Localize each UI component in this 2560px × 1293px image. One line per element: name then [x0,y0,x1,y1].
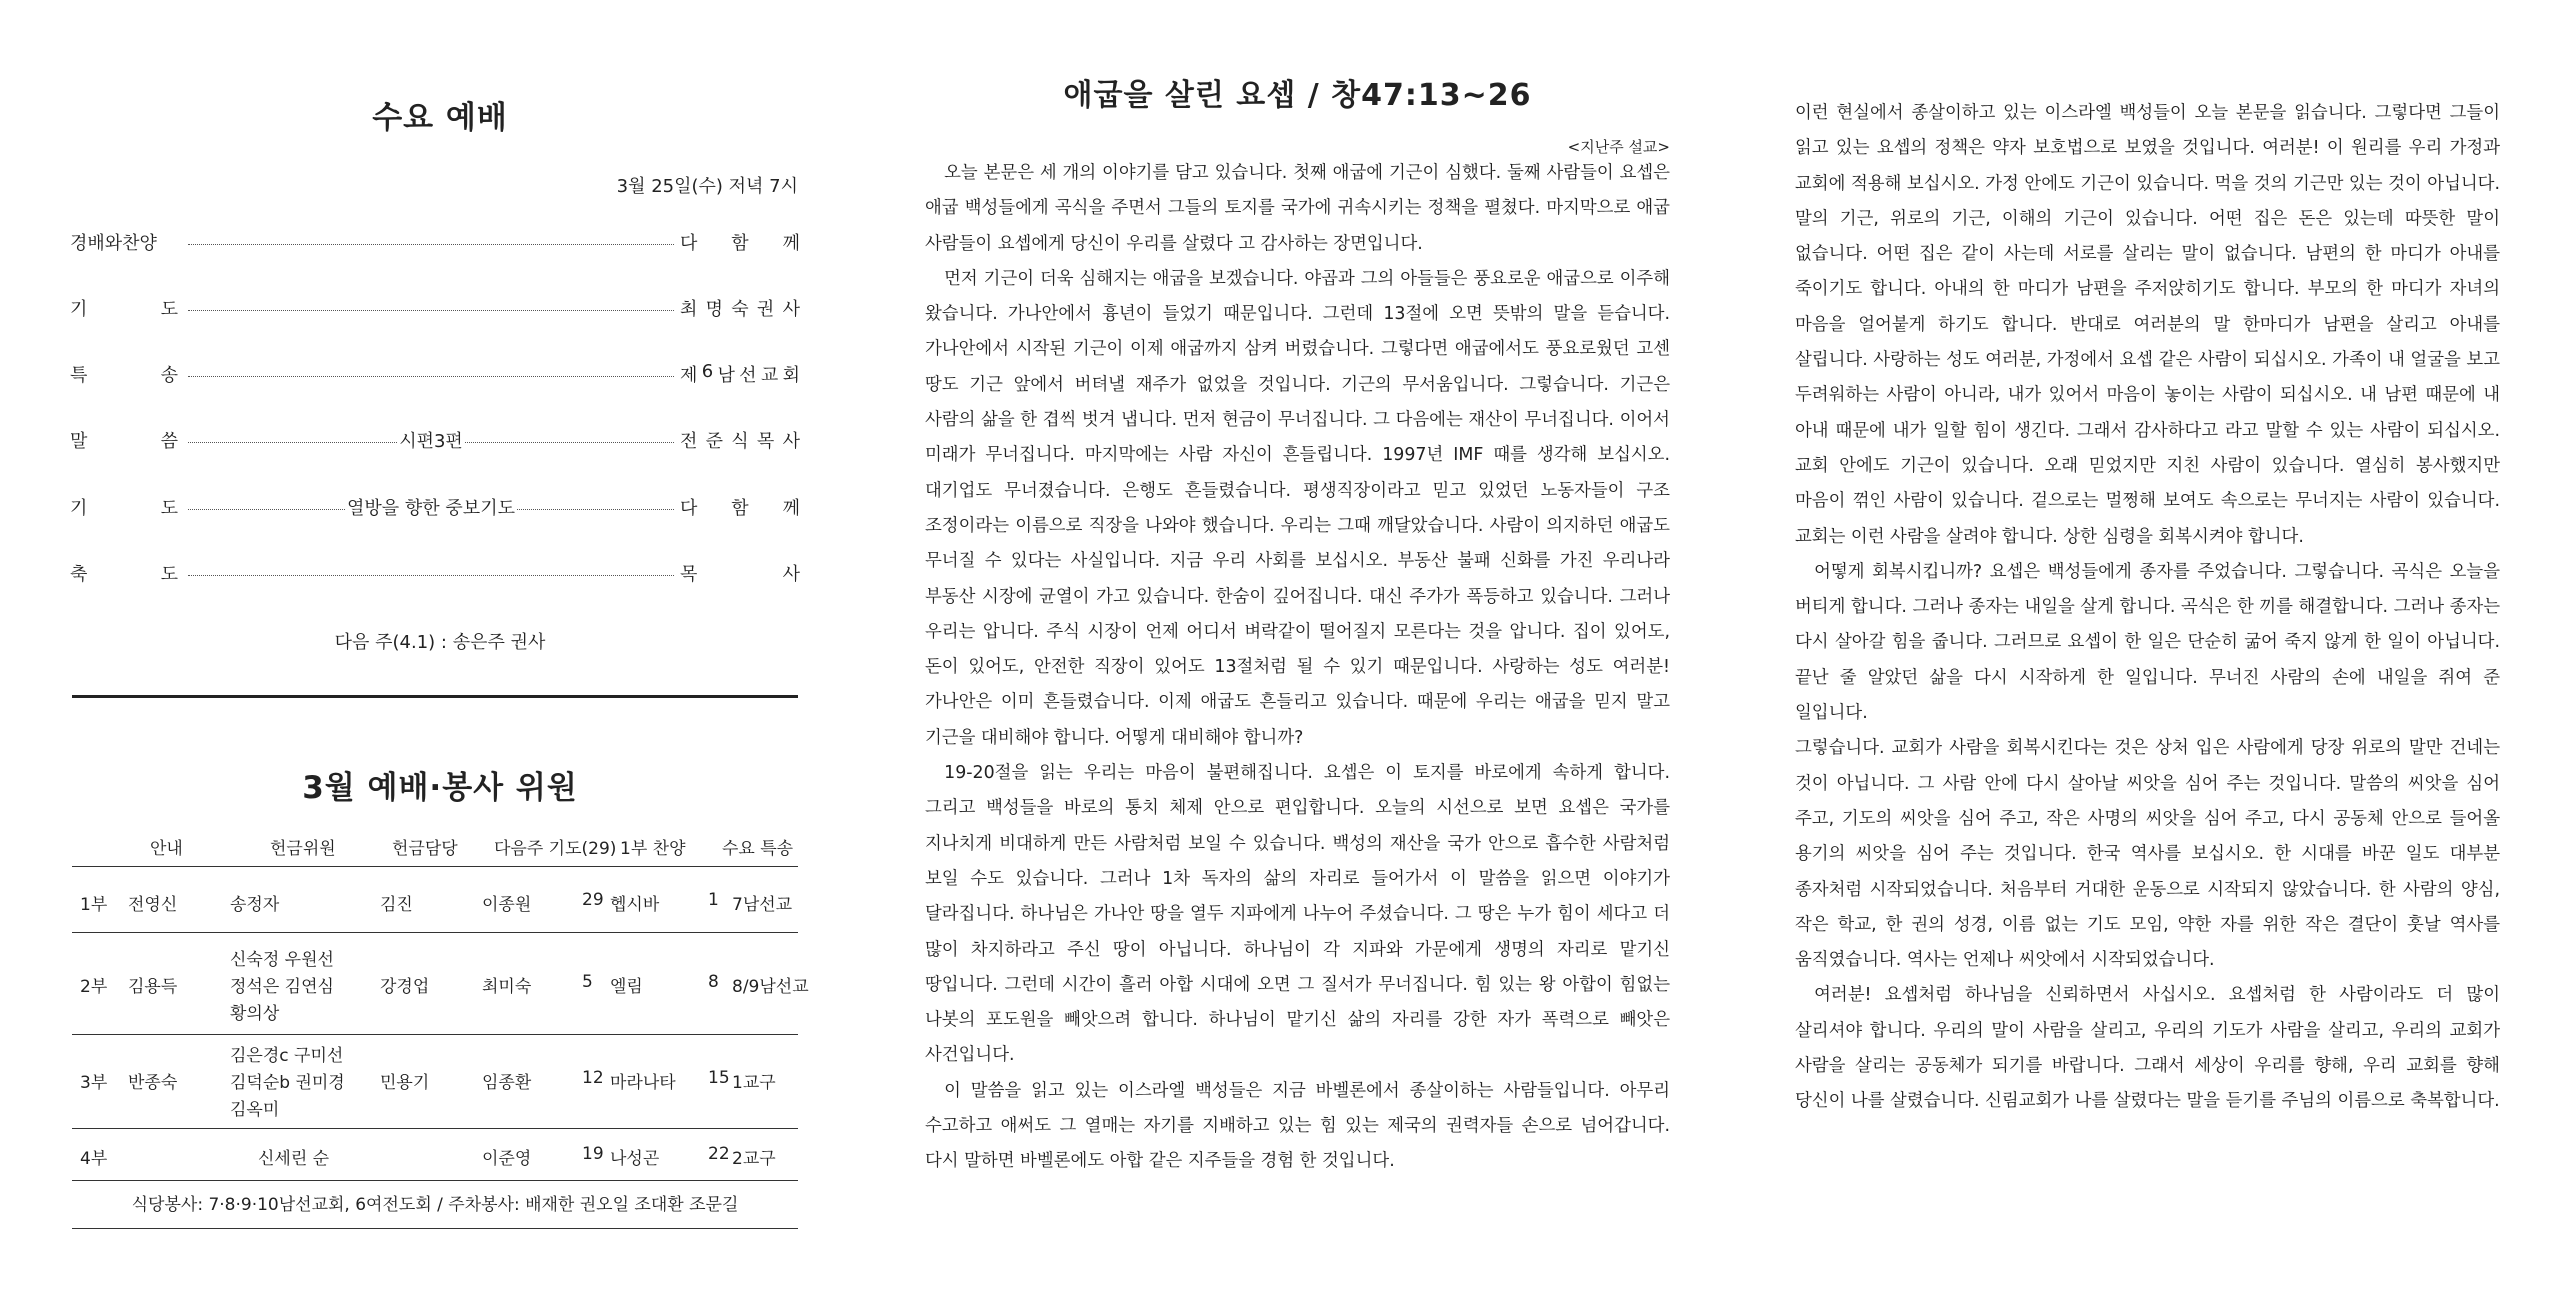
order-row [70,493,800,521]
order-value-char: 숙 [731,299,749,320]
table-header: 다음주 기도(29) [494,839,617,859]
service-committee-title: 3월 예배·봉사 위원 [302,770,578,806]
table-row-special-number: 15 [708,1068,730,1088]
order-value-char: 사 [782,299,800,320]
table-row-offering: 김은경c 구미선 [230,1046,344,1066]
sermon-paragraph: 오늘 본문은 세 개의 이야기를 담고 있습니다. 첫째 애굽에 기근이 심했다. 둘째 사람들이 요셉은 애굽 백성들에게 곡식을 주면서 그들의 토지를 국가에 귀속시키는 정책을 펼쳤다. 마지막으로 애굽 사람들이 요셉에게 당신이 우리를 살렸다 고 감사하는 장면입니다. [925,163,1670,254]
order-row [70,426,800,454]
order-value-char: 사 [782,431,800,452]
table-row-offering: 송정자 [230,895,280,915]
sermon-body [925,156,1670,1180]
table-row-prayer: 임종환 [482,1073,532,1093]
order-label-char: 특 [70,365,88,386]
table-row-guide: 김용득 [128,977,178,997]
order-label-char: 축 [70,564,88,585]
table-row-guide: 반종숙 [128,1073,178,1093]
table-row-offering: 신세린 순 [258,1149,330,1169]
sermon-paragraph: 어떻게 회복시킵니까? 요셉은 백성들에게 종자를 주었습니다. 그렇습니다. 곡식은 오늘을 버티게 합니다. 그러나 종자는 내일을 살게 합니다. 곡식은 한 끼를 해결합니다. 그러나 종자는 다시 살아갈 힘을 줍니다. 그러므로 요셉이 한 일은 단순히 굶어 죽지 않게 한 일이 아닙니다. 끝난 줄 알았던 삶을 다시 시작하게 한 일입니다. 무너진 사람의 손에 내일을 쥐여 준 일입니다. [1795,561,2500,724]
order-label-char: 송 [160,365,178,386]
table-header: 수요 특송 [722,839,794,859]
sermon-continued-body [1795,96,2500,1120]
table-rule [72,1180,798,1181]
order-label-char: 도 [160,498,178,519]
dotted-leader [465,442,674,443]
dotted-leader [188,442,397,443]
table-row-special: 2교구 [732,1149,776,1169]
table-row-praise-number: 12 [582,1068,604,1088]
sermon-note: <지난주 설교> [1567,138,1670,156]
order-label [70,295,188,321]
sermon-paragraph: 먼저 기근이 더욱 심해지는 애굽을 보겠습니다. 야곱과 그의 아들들은 풍요로운 애굽으로 이주해 왔습니다. 가나안에서 흉년이 들었기 때문입니다. 그런데 13절에 오면 뜻밖의 말을 듣습니다. 가나안에서 시작된 기근이 이제 애굽까지 삼켜 버렸습니다. 그렇다면 애굽에서도 풍요로웠던 고센 땅도 기근 앞에서 버텨낼 재주가 없었을 것입니다. 기근의 무서움입니다. 그렇습니다. 기근은 사람의 삶을 한 겹씩 벗겨 냅니다. 먼저 현금이 무너집니다. 그 다음에는 재산이 무너집니다. 이어서 미래가 무너집니다. 마지막에는 사람 자신이 흔들립니다. 1997년 IMF 때를 생각해 보십시오. 대기업도 무너졌습니다. 은행도 흔들렸습니다. 평생직장이라고 믿고 있었던 노동자들이 구조 조정이라는 이름으로 직장을 나와야 했습니다. 우리는 그때 깨달았습니다. 사람이 의지하던 애굽도 무너질 수 있다는 사실입니다. 지금 우리 사회를 보십시오. 부동산 불패 신화를 가진 우리나라 부동산 시장에 균열이 가고 있습니다. 한숨이 깊어집니다. 대신 주가가 폭등하고 있습니다. 그러나 우리는 압니다. 주식 시장이 언제 어디서 벼락같이 떨어질지 모른다는 것을 압니다. 집이 있어도, 돈이 있어도, 안전한 직장이 있어도 13절처럼 될 수 있기 때문입니다. 사랑하는 성도 여러분! 가나안은 이미 흔들렸습니다. 이제 애굽도 흔들리고 있습니다. 때문에 우리는 애굽을 믿지 말고 기근을 대비해야 합니다. 어떻게 대비해야 합니까? [925,268,1670,748]
table-row-treasurer: 김진 [380,895,413,915]
order-value-char: 다 [680,498,698,519]
order-label [70,361,188,387]
order-label-char: 도 [160,564,178,585]
order-value [674,295,800,321]
order-label-char: 도 [160,299,178,320]
table-header: 안내 [150,839,183,859]
table-row-offering: 김옥미 [230,1100,280,1120]
sermon-paragraph: 이 말씀을 읽고 있는 이스라엘 백성들은 지금 바벨론에서 종살이하는 사람들입니다. 아무리 수고하고 애써도 그 열매는 자기를 지배하고 있는 힘 있는 제국의 권력자들 손으로 넘어갑니다. 다시 말하면 바벨론에도 아합 같은 지주들을 경험 한 것입니다. [925,1080,1670,1172]
dotted-leader [188,575,674,576]
table-row-special: 1교구 [732,1073,776,1093]
table-row-offering: 신숙정 우원선 [230,950,334,970]
table-row-praise-number: 19 [582,1144,604,1164]
order-value-char: 권 [756,299,775,320]
table-row-praise: 헵시바 [610,895,660,915]
table-header: 1부 찬양 [620,839,686,859]
order-value-char: 함 [731,233,749,254]
sermon-title: 애굽을 살린 요셉 / 창47:13~26 [1063,78,1532,113]
order-value [674,361,800,387]
table-row-special-number: 8 [708,972,719,992]
table-row-treasurer: 강경업 [380,977,430,997]
table-row-praise: 나성곤 [610,1149,660,1169]
table-rule [72,1034,798,1035]
order-row [70,559,800,587]
dotted-leader [188,310,674,311]
table-row-special-number: 1 [708,890,719,910]
order-value-char: 남 [717,365,735,386]
order-value-char: 준 [705,431,724,452]
order-label-char: 기 [70,299,88,320]
table-row-praise-number: 29 [582,890,604,910]
order-value [674,494,800,520]
order-label-char: 말 [70,431,88,452]
order-row [70,294,800,322]
table-row-offering: 정석은 김연심 [230,977,334,997]
order-value-char: 회 [782,365,800,386]
worship-datetime: 3월 25일(수) 저녁 7시 [616,176,798,197]
dotted-leader [188,509,345,510]
table-row-praise: 마라나타 [610,1073,676,1093]
table-rule [72,932,798,933]
order-value [674,560,800,586]
section-divider [72,695,798,698]
table-row-part: 4부 [80,1149,108,1169]
order-value-char: 께 [782,498,800,519]
dotted-leader [517,509,674,510]
sermon-paragraph: 여러분! 요셉처럼 하나님을 신뢰하면서 사십시오. 요셉처럼 한 사람이라도 더 많이 살리셔야 합니다. 우리의 말이 사람을 살리고, 우리의 기도가 사람을 살리고, 우리의 교회가 사람을 살리는 공동체가 되기를 바랍니다. 그래서 세상이 우리를 향해, 우리 교회를 향해 당신이 나를 살렸습니다. 신림교회가 나를 살렸다는 말을 듣기를 주님의 이름으로 축복합니다. [1795,985,2500,1112]
order-value-char: 전 [680,431,698,452]
order-row [70,228,800,256]
table-row-special-number: 22 [708,1144,730,1164]
sermon-paragraph: 이런 현실에서 종살이하고 있는 이스라엘 백성들이 오늘 본문을 읽습니다. 그렇다면 그들이 읽고 있는 요셉의 정책은 약자 보호법으로 보였을 것입니다. 여러분! 이 원리를 우리 가정과 교회에 적용해 보십시오. 가정 안에도 기근이 있습니다. 먹을 것의 기근만 있는 것이 아닙니다. 말의 기근, 위로의 기근, 이해의 기근이 있습니다. 어떤 집은 돈은 있는데 따뜻한 말이 없습니다. 어떤 집은 같이 사는데 서로를 살리는 말이 없습니다. 남편의 한 마디가 아내를 죽이기도 합니다. 아내의 한 마디가 남편을 주저앉히기도 합니다. 부모의 한 마디가 자녀의 마음을 얼어붙게 하기도 합니다. 반대로 여러분의 말 한마디가 남편을 살리고 아내를 살립니다. 사랑하는 성도 여러분, 가정에서 요셉 같은 사람이 되십시오. 가족이 내 얼굴을 보고 두려워하는 사람이 아니라, 내가 있어서 마음이 놓이는 사람이 되십시오. 내 남편 때문에 내 아내 때문에 내가 일할 힘이 생긴다. 그래서 감사하다고 라고 말할 수 있는 사람이 되십시오. 교회 안에도 기근이 있습니다. 오래 믿었지만 지친 사람이 있습니다. 열심히 봉사했지만 마음이 꺾인 사람이 있습니다. 겉으로는 멀쩡해 보여도 속으로는 무너지는 사람이 있습니다. 교회는 이런 사람을 살려야 합니다. 상한 심령을 회복시켜야 합니다. [1795,103,2500,547]
order-value-char: 제 [680,365,698,386]
table-row-part: 1부 [80,895,108,915]
sermon-paragraph: 그렇습니다. 교회가 사람을 회복시킨다는 것은 상처 입은 사람에게 당장 위로의 말만 건네는 것이 아닙니다. 그 사람 안에 다시 살아날 씨앗을 심어 주는 것입니다. 말씀의 씨앗을 심어 주고, 기도의 씨앗을 심어 주고, 작은 사명의 씨앗을 심어 주고, 다시 공동체 안으로 들어올 용기의 씨앗을 심어 주는 것입니다. 한국 역사를 보십시오. 한 시대를 바꾼 일도 대부분 종자처럼 시작되었습니다. 처음부터 거대한 운동으로 시작되지 않았습니다. 한 사람의 양심, 작은 학교, 한 권의 성경, 이름 없는 기도 모임, 약한 자를 위한 작은 결단이 훗날 역사를 움직였습니다. 역사는 언제나 씨앗에서 시작되었습니다. [1795,738,2500,971]
table-row-special: 7남선교 [732,895,793,915]
order-label [70,427,188,453]
order-value-char: 교 [760,365,779,386]
table-row-prayer: 이준영 [482,1149,532,1169]
order-label [70,494,188,520]
table-row-prayer: 최미숙 [482,977,532,997]
order-value-char: 명 [705,299,724,320]
order-value-char: 목 [756,431,775,452]
next-week-note: 다음 주(4.1) : 송은주 권사 [334,632,546,653]
table-row-special: 8/9남선교 [732,977,809,997]
order-value [674,427,800,453]
order-label-char: 씀 [160,431,178,452]
order-label [70,560,188,586]
order-value [674,229,800,255]
table-rule [72,1128,798,1129]
order-value-char: 6 [701,361,714,382]
table-rule [72,1228,798,1229]
table-row-praise: 엘림 [610,977,643,997]
table-rule [72,866,798,867]
order-middle: 열방을 향한 중보기도 [347,498,515,519]
table-header: 헌금위원 [270,839,336,859]
order-value-char: 함 [731,498,749,519]
dotted-leader [188,244,674,245]
order-label: 경배와찬양 [70,233,157,254]
order-value-char: 다 [680,233,698,254]
table-row-offering: 김덕순b 권미경 [230,1073,345,1093]
worship-title: 수요 예배 [372,100,508,136]
table-row-treasurer: 민용기 [380,1073,430,1093]
dotted-leader [188,376,674,377]
order-value-char: 식 [731,431,749,452]
table-row-offering: 황의상 [230,1004,280,1024]
order-label-char: 기 [70,498,88,519]
table-row-prayer: 이종원 [482,895,532,915]
order-value-char: 목 [680,564,698,585]
table-row-guide: 전영신 [128,895,178,915]
table-row-part: 2부 [80,977,108,997]
order-value-char: 최 [680,299,698,320]
order-middle: 시편3편 [399,431,463,452]
table-row-part: 3부 [80,1073,108,1093]
order-value-char: 선 [739,365,757,386]
order-value-char: 사 [782,564,800,585]
order-row [70,360,800,388]
order-value-char: 께 [782,233,800,254]
sermon-paragraph: 19-20절을 읽는 우리는 마음이 불편해집니다. 요셉은 이 토지를 바로에게 속하게 합니다. 그리고 백성들을 바로의 통치 체제 안으로 편입합니다. 오늘의 시선으로 보면 요셉은 국가를 지나치게 비대하게 만든 사람처럼 보일 수 있습니다. 백성의 재산을 국가 안으로 흡수한 사람처럼 보일 수도 있습니다. 그러나 1차 독자의 삶의 자리로 들어가서 이 말씀을 읽으면 이야기가 달라집니다. 하나님은 가나안 땅을 열두 지파에게 나누어 주셨습니다. 그 땅은 누가 힘이 세다고 더 많이 차지하라고 주신 땅이 아닙니다. 하나님이 각 지파와 가문에게 생명의 자리로 맡기신 땅입니다. 그런데 시간이 흘러 아합 시대에 오면 그 질서가 무너집니다. 힘 있는 왕 아합이 힘없는 나봇의 포도원을 빼앗으려 합니다. 하나님이 맡기신 삶의 자리를 강한 자가 폭력으로 빼앗은 사건입니다. [925,763,1670,1066]
meal-parking-note: 식당봉사: 7·8·9·10남선교회, 6여전도회 / 주차봉사: 배재한 권오일 조대환 조문길 [131,1195,739,1215]
table-row-praise-number: 5 [582,972,593,992]
table-header: 헌금담당 [392,839,458,859]
